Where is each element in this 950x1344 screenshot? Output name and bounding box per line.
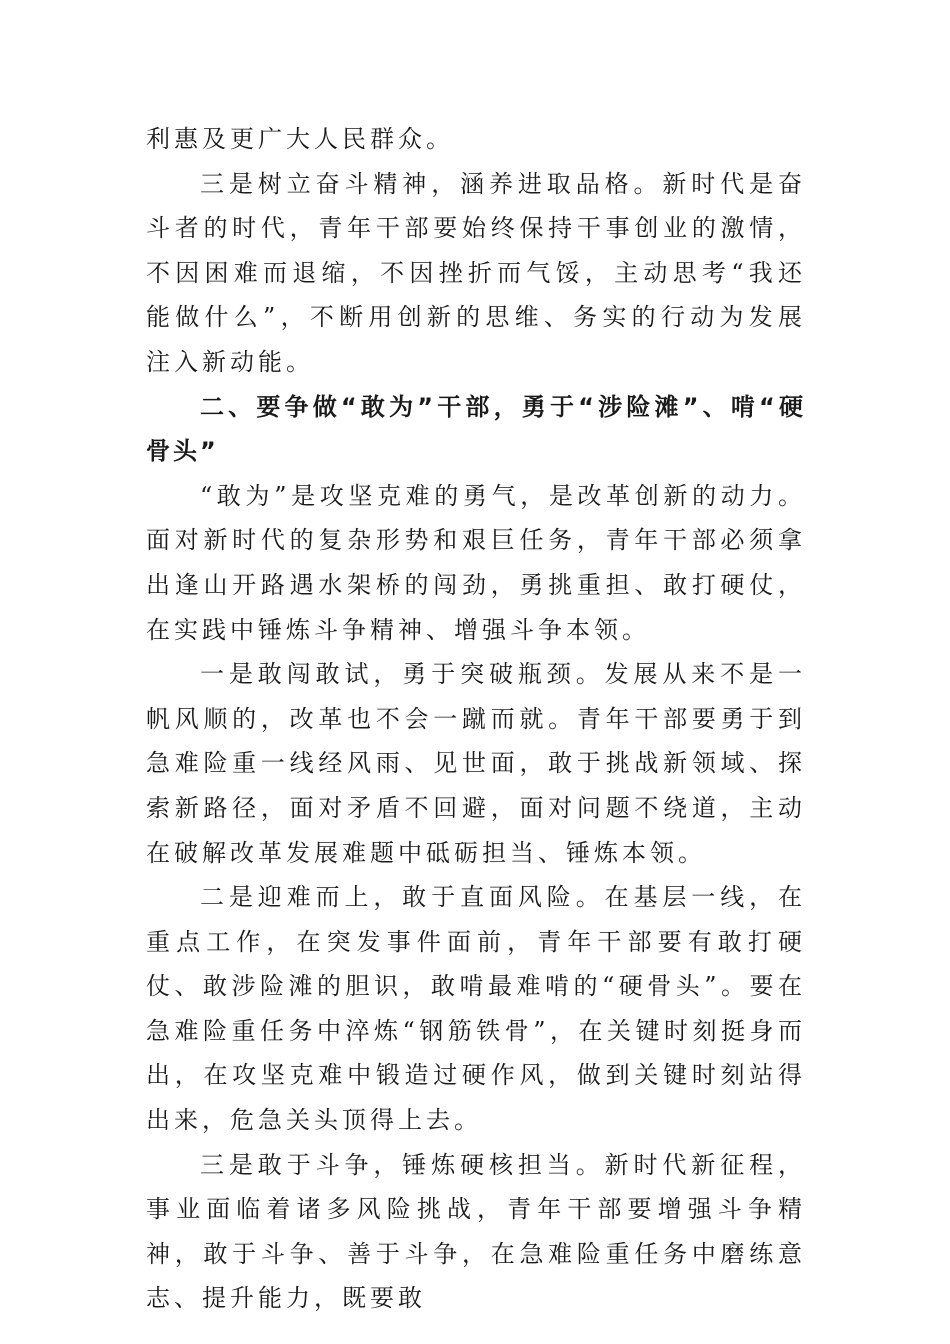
paragraph-continuation: 利惠及更广大人民群众。	[146, 125, 454, 153]
paragraph-fighting-spirit: 三是树立奋斗精神，涵养进取品格。新时代是奋斗者的时代，青年干部要始终保持干事创业的激情，不因困难而退缩，不因挫折而气馁，主动思考“我还能做什么”，不断用创新的思维、务实的行动为发展注入新动能。	[146, 169, 806, 376]
document-body	[146, 117, 806, 1321]
paragraph-point-one: 一是敢闯敢试，勇于突破瓶颈。发展从来不是一帆风顺的，改革也不会一蹴而就。青年干部要勇于到急难险重一线经风雨、见世面，敢于挑战新领域、探索新路径，面对矛盾不回避，面对问题不绕道，主动在破解改革发展难题中砥砺担当、锤炼本领。	[146, 660, 806, 867]
paragraph-point-two: 二是迎难而上，敢于直面风险。在基层一线，在重点工作，在突发事件面前，青年干部要有敢打硬仗、敢涉险滩的胆识，敢啃最难啃的“硬骨头”。要在急难险重任务中淬炼“钢筋铁骨”，在关键时刻挺身而出，在攻坚克难中锻造过硬作风，做到关键时刻站得出来，危急关头顶得上去。	[146, 883, 806, 1135]
paragraph-point-three: 三是敢于斗争，锤炼硬核担当。新时代新征程，事业面临着诸多风险挑战，青年干部要增强斗争精神，敢于斗争、善于斗争，在急难险重任务中磨练意志、提升能力，既要敢	[146, 1150, 806, 1313]
section-heading: 二、要争做“敢为”干部，勇于“涉险滩”、啃“硬骨头”	[146, 392, 806, 466]
paragraph-daring-intro: “敢为”是攻坚克难的勇气，是改革创新的动力。面对新时代的复杂形势和艰巨任务，青年干部必须拿出逢山开路遇水架桥的闯劲，勇挑重担、敢打硬仗，在实践中锤炼斗争精神、增强斗争本领。	[146, 481, 806, 644]
